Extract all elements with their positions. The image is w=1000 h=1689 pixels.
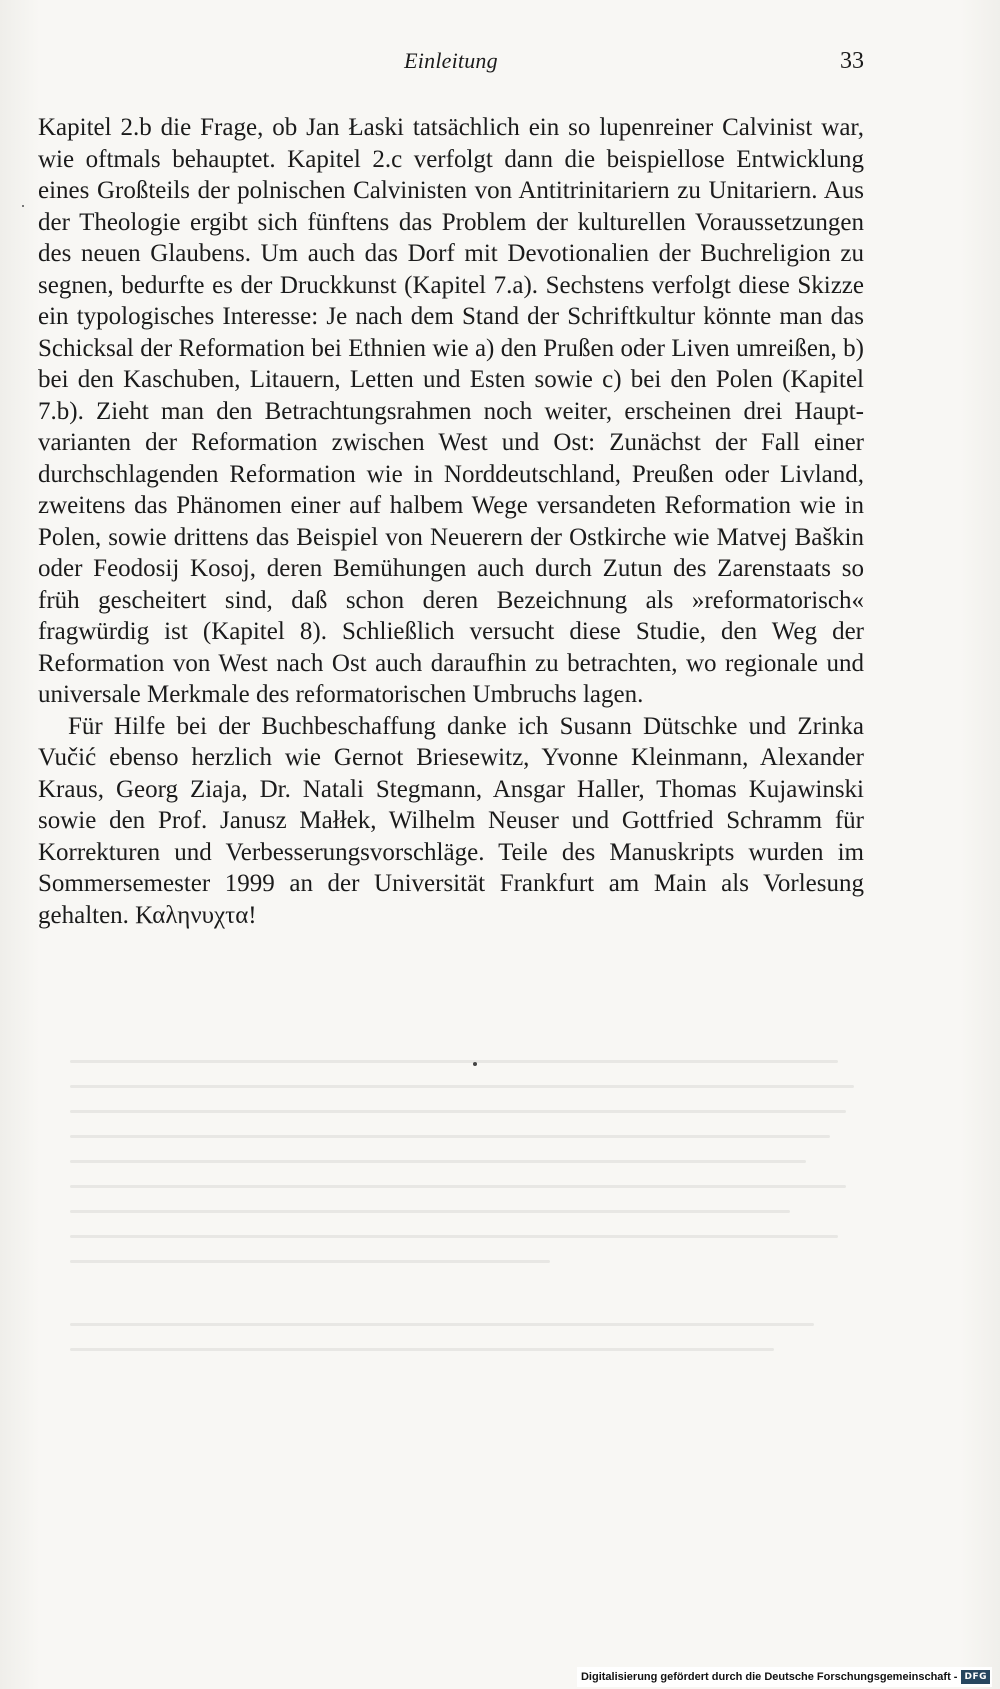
dfg-logo-icon: DFG — [961, 1670, 990, 1684]
footer-text: Digitalisierung gefördert durch die Deutsche Forschungsgemeinschaft - — [580, 1671, 958, 1683]
bleed-through-texture — [70, 1060, 870, 1640]
digitization-footer — [577, 1667, 992, 1687]
running-head — [38, 48, 864, 82]
paragraph-1: Kapitel 2.b die Frage, ob Jan Łaski tatsächlich ein so lupenreiner Calvinist war, wie oftmals behauptet. Kapitel 2.c verfolgt dann die beispiellose Entwicklung eines Großteils der polnischen Calvinisten von Antitrinitariern zu Unitariern. Aus der Theologie ergibt sich fünftens das Problem der kulturellen Voraussetzungen des neuen Glaubens. Um auch das Dorf mit Devotionalien der Buchreligion zu segnen, bedurfte es der Druckkunst (Kapitel 7.a). Sechstens verfolgt diese Skizze ein typologisches Interesse: Je nach dem Stand der Schriftkultur könnte man das Schicksal der Reformation bei Ethnien wie a) den Prußen oder Liven umreißen, b) bei den Kaschuben, Litauern, Letten und Esten sowie c) bei den Polen (Kapitel 7.b). Zieht man den Betrachtungsrahmen noch weiter, erscheinen drei Hauptvarianten der Reformation zwischen West und Ost: Zunächst der Fall einer durchschlagenden Reformation wie in Norddeutschland, Preußen oder Livland, zweitens das Phänomen einer auf halbem Wege versandeten Reformation wie in Polen, sowie drittens das Beispiel von Neuerern der Ostkirche wie Matvej Baškin oder Feodosij Kosoj, deren Bemühungen auch durch Zutun des Zarenstaats so früh gescheitert sind, daß schon deren Bezeichnung als »reformatorisch« fragwürdig ist (Kapitel 8). Schließlich versucht diese Studie, den Weg der Reformation von West nach Ost auch daraufhin zu betrachten, wo regionale und universale Merkmale des reformatorischen Umbruchs lagen. — [38, 114, 864, 708]
running-title: Einleitung — [404, 48, 498, 73]
body-text — [38, 112, 864, 931]
page-number: 33 — [840, 48, 864, 74]
margin-mark — [22, 205, 24, 207]
paragraph-2: Für Hilfe bei der Buchbeschaffung danke ich Susann Dütschke und Zrinka Vučić ebenso herzlich wie Gernot Briesewitz, Yvonne Kleinmann, Alexander Kraus, Georg Ziaja, Dr. Natali Stegmann, Ansgar Haller, Thomas Kujawinski sowie den Prof. Janusz Małłek, Wilhelm Neuser und Gottfried Schramm für Korrekturen und Verbesserungsvorschläge. Teile des Manuskripts wurden im Sommersemester 1999 an der Universität Frankfurt am Main als Vorlesung gehalten. Καληνυχτα! — [38, 712, 864, 929]
